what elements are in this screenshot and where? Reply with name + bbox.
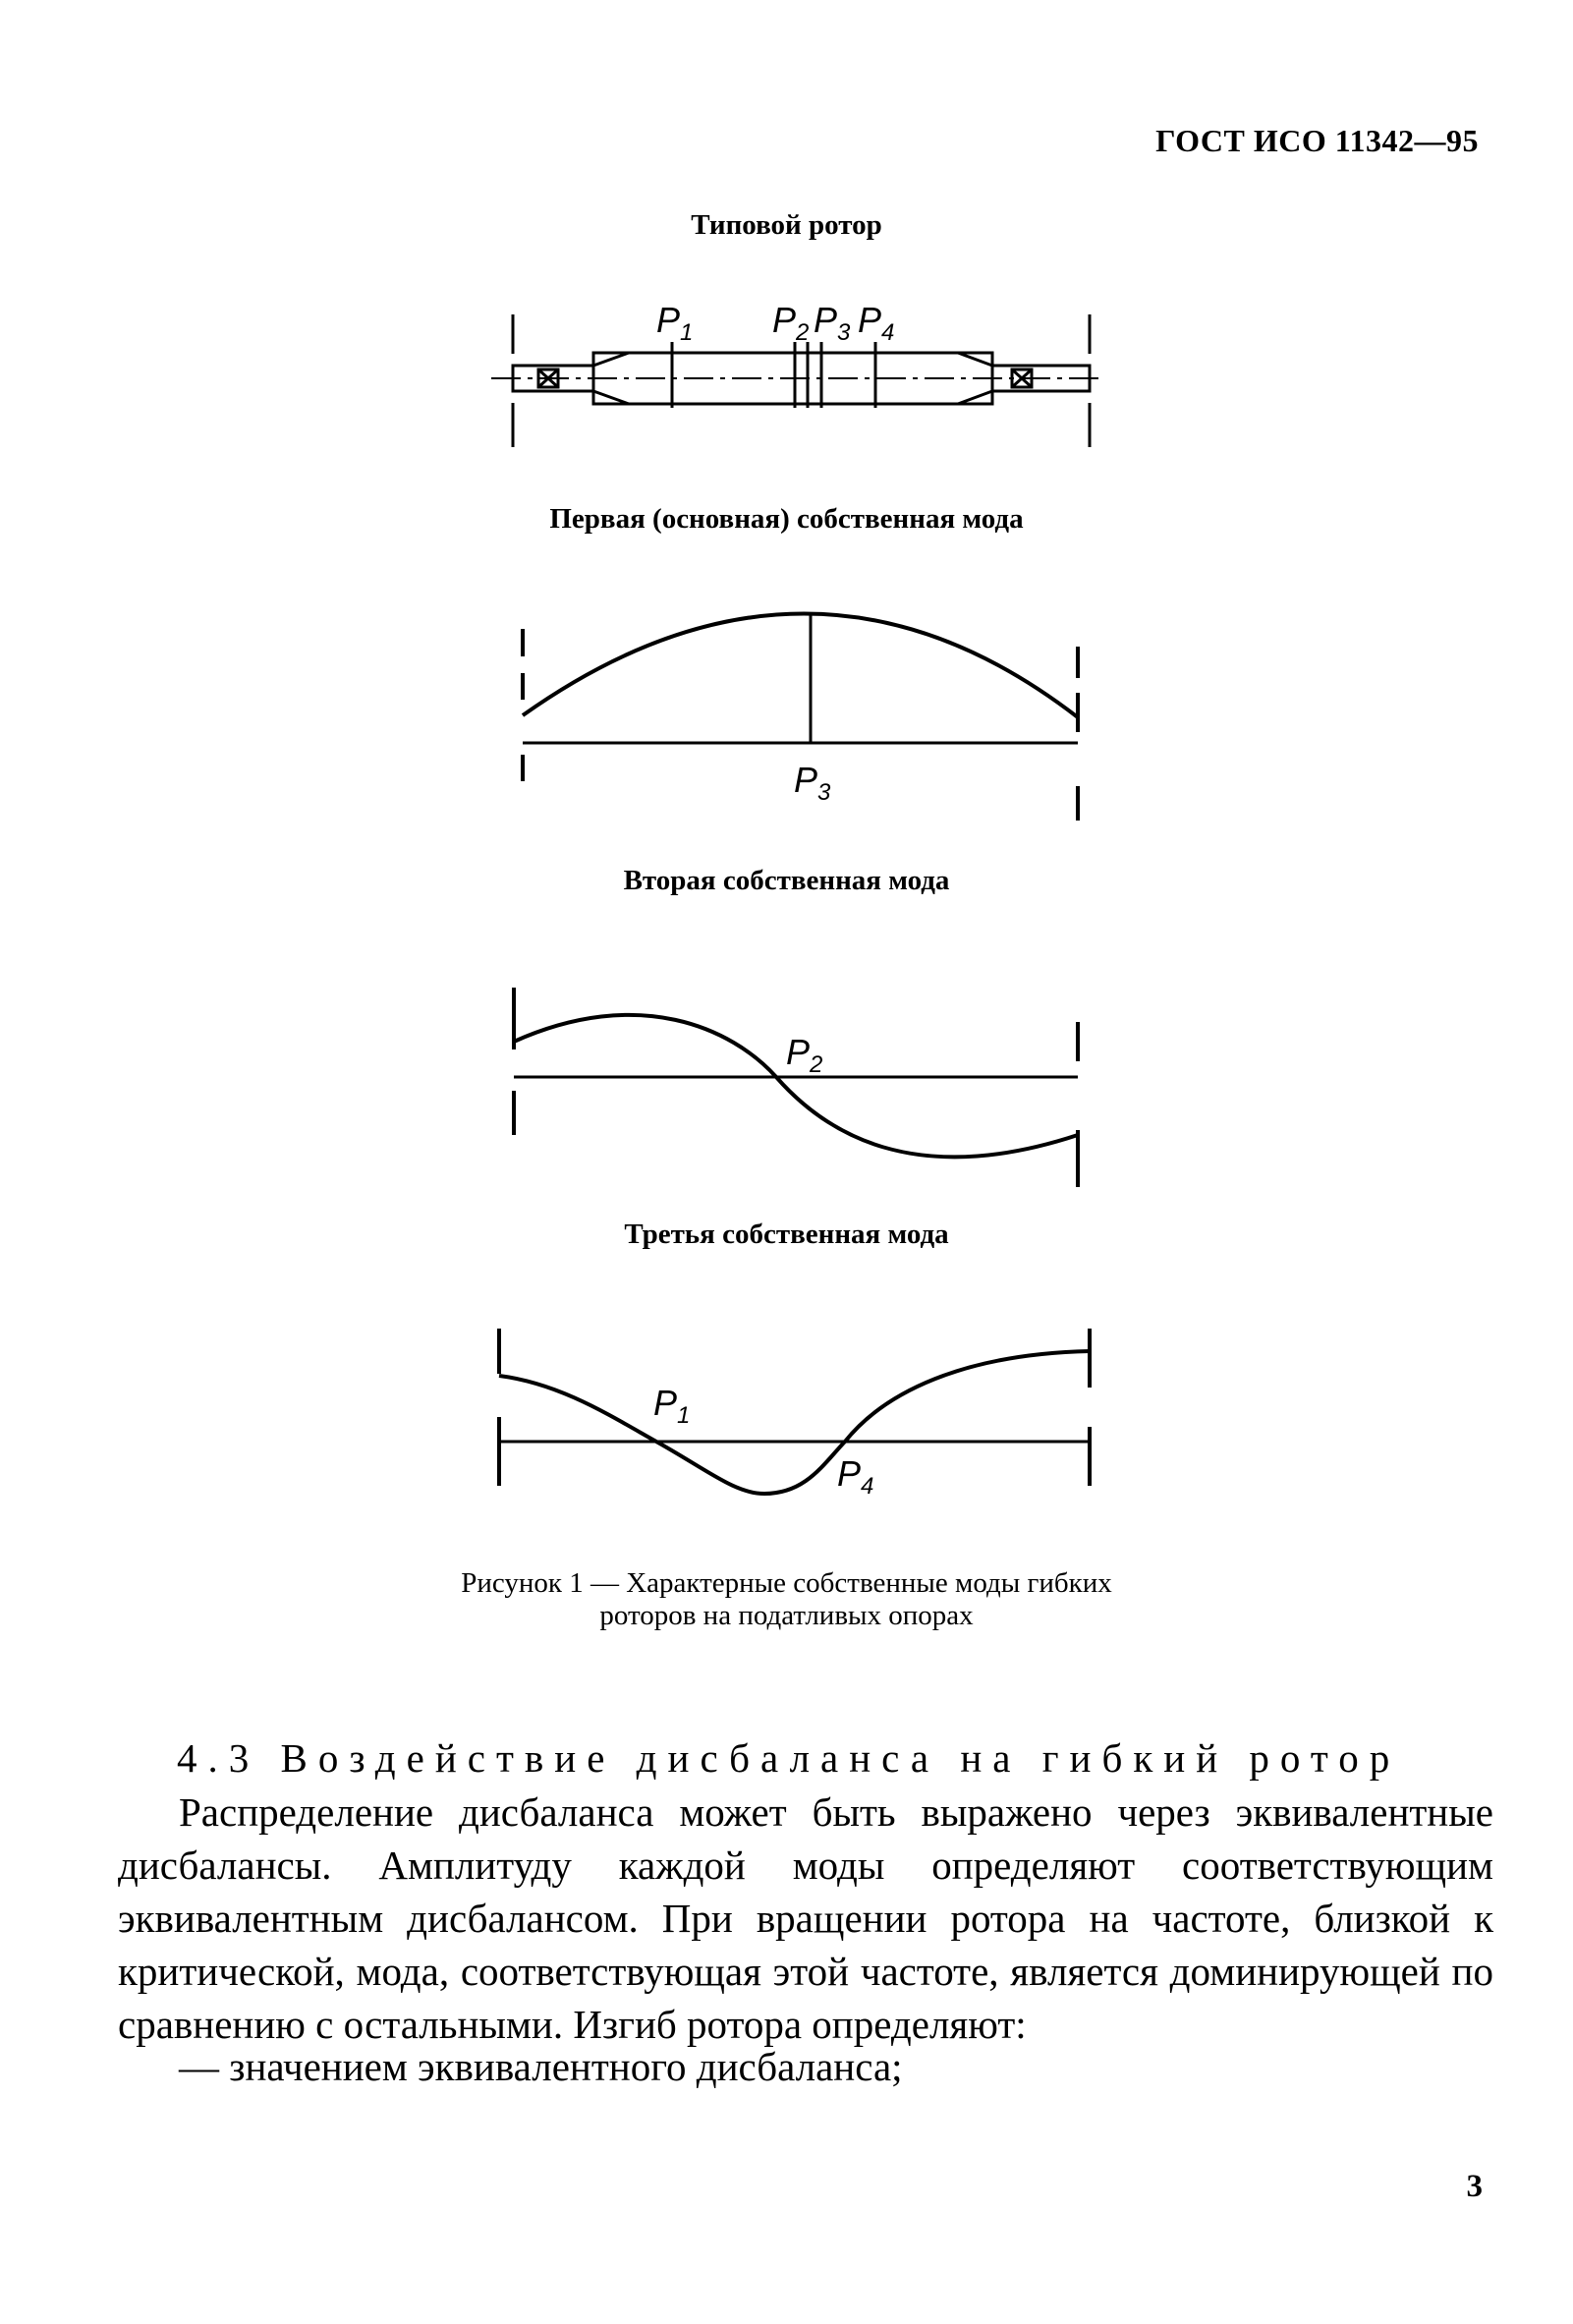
rotor-label-p4: $P_4$ — [858, 300, 895, 346]
figure-caption-line1: Рисунок 1 — Характерные собственные моды гибких — [461, 1567, 1112, 1599]
mode2-title: Вторая собственная мода — [623, 865, 950, 896]
rotor-label-p1: $P_1$ — [656, 300, 694, 346]
document-code: ГОСТ ИСО 11342—95 — [1155, 123, 1479, 158]
list-item-1: — значением эквивалентного дисбаланса; — [179, 2044, 903, 2089]
mode3-diagram — [499, 1329, 1090, 1494]
mode3-label-p4: $P_4$ — [837, 1453, 874, 1500]
section-paragraph: Распределение дисбаланса может быть выражено через эквивалентные дисбалансы. Амплитуду каждой моды определяют соответствующим эквивалентным дисбалансом. При вращении ротора на частоте, близкой к критической, мода, соответствующая этой частоте, является доминирующей по сравнению с остальными. Изгиб ротора определяют: — [118, 1789, 1493, 2047]
section-heading: 4.3 Воздействие дисбаланса на гибкий ротор — [177, 1735, 1401, 1781]
rotor-label-p3: $P_3$ — [814, 300, 851, 346]
section-paragraph-block — [118, 1786, 1493, 2051]
rotor-title: Типовой ротор — [691, 209, 882, 241]
figure-caption-line2: роторов на податливых опорах — [599, 1600, 974, 1631]
rotor-label-p2: $P_2$ — [772, 300, 810, 346]
mode3-label-p1: $P_1$ — [653, 1383, 691, 1429]
mode2-diagram — [514, 988, 1078, 1187]
mode1-label-p3: $P_3$ — [794, 760, 831, 806]
page-number: 3 — [1466, 2169, 1483, 2204]
mode3-title: Третья собственная мода — [624, 1219, 949, 1250]
mode2-label-p2: $P_2$ — [786, 1032, 823, 1078]
mode1-title: Первая (основная) собственная мода — [549, 503, 1024, 535]
